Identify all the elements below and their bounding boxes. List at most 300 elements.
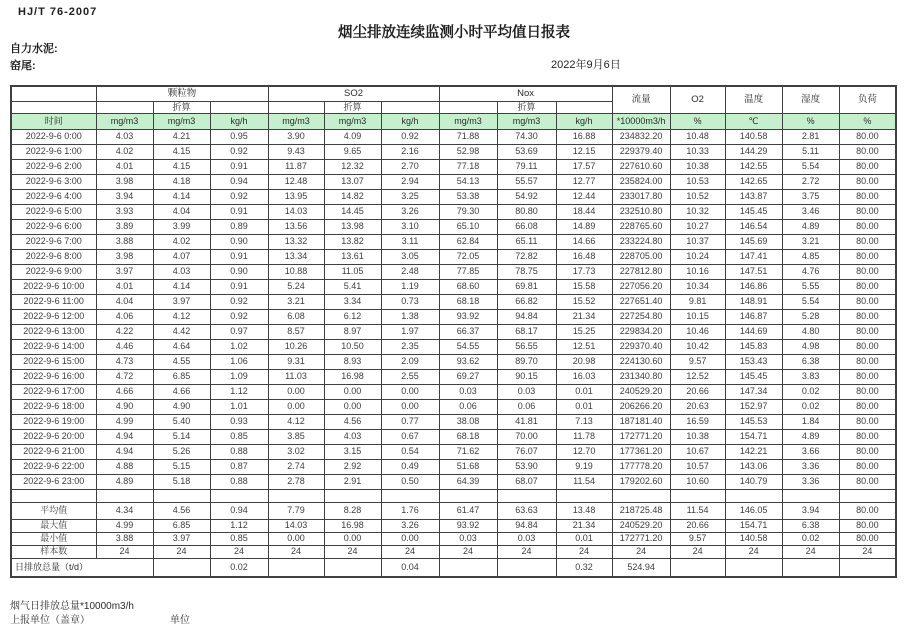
value-cell: 4.02	[96, 144, 153, 159]
value-cell: 229370.40	[612, 339, 670, 354]
value-cell: 71.88	[439, 129, 497, 144]
value-cell: 0.93	[210, 414, 268, 429]
value-cell: 80.00	[839, 279, 896, 294]
value-cell: 140.58	[725, 532, 782, 545]
value-cell: 5.40	[153, 414, 210, 429]
value-cell: 93.62	[439, 354, 497, 369]
time-cell: 2022-9-6 16:00	[11, 369, 96, 384]
value-cell: 4.99	[96, 414, 153, 429]
value-cell: 24	[612, 545, 670, 558]
time-cell: 2022-9-6 23:00	[11, 474, 96, 489]
value-cell: 11.54	[556, 474, 612, 489]
value-cell: 80.00	[839, 519, 896, 532]
summary-label: 最小值	[11, 532, 96, 545]
value-cell: 206266.20	[612, 399, 670, 414]
time-cell: 2022-9-6 8:00	[11, 249, 96, 264]
value-cell: 11.05	[324, 264, 381, 279]
value-cell: 240529.20	[612, 519, 670, 532]
value-cell	[324, 558, 381, 577]
value-cell: 20.63	[670, 399, 725, 414]
time-header-spacer	[11, 86, 96, 101]
value-cell: 80.00	[839, 324, 896, 339]
value-cell: 229834.20	[612, 324, 670, 339]
summary-row	[11, 502, 896, 519]
value-cell: 65.11	[497, 234, 556, 249]
value-cell: 13.56	[268, 219, 324, 234]
value-cell: 0.02	[782, 399, 839, 414]
empty-cell	[96, 489, 153, 502]
value-cell: 10.33	[670, 144, 725, 159]
converted-header: 折算	[153, 101, 210, 113]
value-cell: 0.00	[324, 399, 381, 414]
value-cell: 8.97	[324, 324, 381, 339]
value-cell: 0.50	[381, 474, 439, 489]
value-cell: 54.13	[439, 174, 497, 189]
time-cell: 2022-9-6 15:00	[11, 354, 96, 369]
value-cell: 4.03	[324, 429, 381, 444]
value-cell: 77.85	[439, 264, 497, 279]
value-cell: 13.07	[324, 174, 381, 189]
empty-cell	[782, 489, 839, 502]
value-cell: 68.60	[439, 279, 497, 294]
value-cell: 0.00	[381, 532, 439, 545]
value-cell: 4.90	[153, 399, 210, 414]
value-cell: 0.97	[210, 324, 268, 339]
unit-header: kg/h	[381, 113, 439, 129]
empty-cell	[210, 489, 268, 502]
value-cell: 0.01	[556, 532, 612, 545]
value-cell: 4.12	[268, 414, 324, 429]
time-cell: 2022-9-6 0:00	[11, 129, 96, 144]
cell	[210, 101, 268, 113]
value-cell: 10.16	[670, 264, 725, 279]
value-cell: 231340.80	[612, 369, 670, 384]
value-cell: 4.89	[782, 429, 839, 444]
value-cell: 80.00	[839, 369, 896, 384]
standard-code: HJ/T 76-2007	[18, 6, 98, 18]
value-cell: 3.15	[324, 444, 381, 459]
value-cell: 10.57	[670, 459, 725, 474]
header-units-row	[11, 113, 896, 129]
value-cell: 4.14	[153, 189, 210, 204]
value-cell: 142.65	[725, 174, 782, 189]
value-cell: 2.72	[782, 174, 839, 189]
value-cell: 5.14	[153, 429, 210, 444]
value-cell: 24	[497, 545, 556, 558]
value-cell: 64.39	[439, 474, 497, 489]
data-row	[11, 294, 896, 309]
unit-header: mg/m3	[439, 113, 497, 129]
value-cell	[153, 558, 210, 577]
cell	[556, 101, 612, 113]
value-cell: 145.45	[725, 369, 782, 384]
value-cell: 4.09	[324, 129, 381, 144]
empty-cell	[11, 489, 96, 502]
value-cell: 4.12	[153, 309, 210, 324]
value-cell: 153.43	[725, 354, 782, 369]
value-cell: 66.37	[439, 324, 497, 339]
value-cell: 4.07	[153, 249, 210, 264]
value-cell: 11.54	[670, 502, 725, 519]
value-cell: 24	[439, 545, 497, 558]
value-cell: 0.02	[210, 558, 268, 577]
time-cell: 2022-9-6 17:00	[11, 384, 96, 399]
page-title: 烟尘排放连续监测小时平均值日报表	[338, 25, 570, 41]
data-row	[11, 249, 896, 264]
value-cell: 0.00	[324, 532, 381, 545]
value-cell: 5.28	[782, 309, 839, 324]
unit-header: %	[839, 113, 896, 129]
time-header-spacer	[11, 101, 96, 113]
value-cell: 0.77	[381, 414, 439, 429]
data-row	[11, 189, 896, 204]
value-cell: 3.36	[782, 459, 839, 474]
cell	[381, 101, 439, 113]
column-header: 流量	[612, 86, 670, 113]
value-cell: 5.41	[324, 279, 381, 294]
value-cell: 240529.20	[612, 384, 670, 399]
data-row	[11, 174, 896, 189]
value-cell: 177778.20	[612, 459, 670, 474]
value-cell: 4.85	[782, 249, 839, 264]
data-row	[11, 474, 896, 489]
value-cell: 145.45	[725, 204, 782, 219]
value-cell: 3.89	[96, 219, 153, 234]
value-cell: 80.00	[839, 354, 896, 369]
value-cell: 4.56	[324, 414, 381, 429]
value-cell: 0.03	[439, 532, 497, 545]
value-cell: 4.01	[96, 279, 153, 294]
value-cell: 4.06	[96, 309, 153, 324]
value-cell: 172771.20	[612, 532, 670, 545]
unit-header: mg/m3	[268, 113, 324, 129]
value-cell: 79.11	[497, 159, 556, 174]
value-cell: 3.36	[782, 474, 839, 489]
column-header: 负荷	[839, 86, 896, 113]
empty-cell	[839, 489, 896, 502]
value-cell: 10.88	[268, 264, 324, 279]
value-cell: 0.91	[210, 204, 268, 219]
time-cell: 2022-9-6 21:00	[11, 444, 96, 459]
value-cell: 3.66	[782, 444, 839, 459]
daily-total-row	[11, 558, 896, 577]
value-cell: 41.81	[497, 414, 556, 429]
value-cell: 3.26	[381, 519, 439, 532]
value-cell: 63.63	[497, 502, 556, 519]
value-cell: 9.57	[670, 354, 725, 369]
value-cell: 80.00	[839, 204, 896, 219]
value-cell: 4.55	[153, 354, 210, 369]
empty-cell	[497, 489, 556, 502]
value-cell: 9.31	[268, 354, 324, 369]
data-row	[11, 384, 896, 399]
value-cell: 78.75	[497, 264, 556, 279]
value-cell: 2.55	[381, 369, 439, 384]
value-cell: 5.26	[153, 444, 210, 459]
value-cell: 80.00	[839, 384, 896, 399]
value-cell: 20.98	[556, 354, 612, 369]
value-cell: 12.51	[556, 339, 612, 354]
value-cell: 8.28	[324, 502, 381, 519]
value-cell: 4.01	[96, 159, 153, 174]
value-cell: 0.92	[210, 294, 268, 309]
value-cell: 146.86	[725, 279, 782, 294]
time-cell: 2022-9-6 1:00	[11, 144, 96, 159]
value-cell: 3.97	[153, 532, 210, 545]
value-cell: 90.15	[497, 369, 556, 384]
value-cell: 3.88	[96, 532, 153, 545]
value-cell: 3.88	[96, 234, 153, 249]
value-cell: 80.00	[839, 309, 896, 324]
value-cell: 5.24	[268, 279, 324, 294]
value-cell: 227812.80	[612, 264, 670, 279]
value-cell: 9.57	[670, 532, 725, 545]
value-cell: 80.00	[839, 399, 896, 414]
value-cell: 4.56	[153, 502, 210, 519]
empty-cell	[670, 489, 725, 502]
value-cell: 0.94	[210, 502, 268, 519]
value-cell: 3.85	[268, 429, 324, 444]
value-cell: 80.00	[839, 294, 896, 309]
value-cell: 3.99	[153, 219, 210, 234]
value-cell: 4.90	[96, 399, 153, 414]
value-cell: 0.88	[210, 444, 268, 459]
value-cell: 3.98	[96, 174, 153, 189]
unit-header: mg/m3	[153, 113, 210, 129]
value-cell: 24	[268, 545, 324, 558]
value-cell: 145.83	[725, 339, 782, 354]
value-cell: 146.54	[725, 219, 782, 234]
value-cell: 3.26	[381, 204, 439, 219]
value-cell: 52.98	[439, 144, 497, 159]
report-table	[10, 85, 897, 578]
value-cell: 7.13	[556, 414, 612, 429]
value-cell: 72.05	[439, 249, 497, 264]
value-cell: 4.03	[153, 264, 210, 279]
value-cell: 5.55	[782, 279, 839, 294]
value-cell: 24	[839, 545, 896, 558]
value-cell: 0.03	[497, 532, 556, 545]
value-cell: 14.03	[268, 519, 324, 532]
value-cell: 0.00	[268, 532, 324, 545]
value-cell: 24	[782, 545, 839, 558]
value-cell: 10.37	[670, 234, 725, 249]
value-cell: 228705.00	[612, 249, 670, 264]
value-cell: 6.38	[782, 354, 839, 369]
time-cell: 2022-9-6 2:00	[11, 159, 96, 174]
value-cell: 1.12	[210, 519, 268, 532]
data-row	[11, 414, 896, 429]
value-cell: 154.71	[725, 519, 782, 532]
time-cell: 2022-9-6 11:00	[11, 294, 96, 309]
value-cell: 3.34	[324, 294, 381, 309]
data-row	[11, 444, 896, 459]
value-cell: 154.71	[725, 429, 782, 444]
value-cell: 0.04	[381, 558, 439, 577]
value-cell: 80.00	[839, 414, 896, 429]
value-cell: 0.91	[210, 159, 268, 174]
value-cell: 13.32	[268, 234, 324, 249]
data-row	[11, 219, 896, 234]
value-cell: 148.91	[725, 294, 782, 309]
time-cell: 2022-9-6 10:00	[11, 279, 96, 294]
value-cell: 0.87	[210, 459, 268, 474]
value-cell: 53.90	[497, 459, 556, 474]
value-cell: 89.70	[497, 354, 556, 369]
value-cell: 0.90	[210, 234, 268, 249]
value-cell: 4.02	[153, 234, 210, 249]
value-cell: 2.74	[268, 459, 324, 474]
value-cell: 68.18	[439, 429, 497, 444]
value-cell: 14.82	[324, 189, 381, 204]
value-cell: 80.00	[839, 429, 896, 444]
value-cell: 24	[210, 545, 268, 558]
value-cell: 3.21	[268, 294, 324, 309]
value-cell: 147.41	[725, 249, 782, 264]
value-cell: 13.82	[324, 234, 381, 249]
value-cell: 4.15	[153, 144, 210, 159]
value-cell: 4.14	[153, 279, 210, 294]
value-cell: 4.66	[153, 384, 210, 399]
value-cell: 145.69	[725, 234, 782, 249]
value-cell: 53.69	[497, 144, 556, 159]
value-cell: 5.54	[782, 294, 839, 309]
value-cell: 0.91	[210, 279, 268, 294]
value-cell: 4.94	[96, 429, 153, 444]
value-cell: 61.47	[439, 502, 497, 519]
data-row	[11, 159, 896, 174]
value-cell: 4.15	[153, 159, 210, 174]
value-cell: 4.04	[153, 204, 210, 219]
value-cell: 51.68	[439, 459, 497, 474]
value-cell: 14.66	[556, 234, 612, 249]
value-cell: 1.76	[381, 502, 439, 519]
column-header: 湿度	[782, 86, 839, 113]
value-cell: 232510.80	[612, 204, 670, 219]
value-cell: 234832.20	[612, 129, 670, 144]
data-row	[11, 459, 896, 474]
value-cell: 0.89	[210, 219, 268, 234]
value-cell: 145.53	[725, 414, 782, 429]
value-cell: 144.29	[725, 144, 782, 159]
flue-total-label: 烟气日排放总量*10000m3/h	[10, 601, 134, 612]
value-cell: 2.16	[381, 144, 439, 159]
value-cell: 24	[556, 545, 612, 558]
value-cell: 6.12	[324, 309, 381, 324]
value-cell: 0.02	[782, 384, 839, 399]
value-cell: 11.78	[556, 429, 612, 444]
unit-header: kg/h	[556, 113, 612, 129]
value-cell: 10.26	[268, 339, 324, 354]
value-cell: 72.82	[497, 249, 556, 264]
value-cell: 1.97	[381, 324, 439, 339]
value-cell: 3.46	[782, 204, 839, 219]
value-cell: 227056.20	[612, 279, 670, 294]
value-cell: 3.25	[381, 189, 439, 204]
value-cell: 4.18	[153, 174, 210, 189]
value-cell: 80.00	[839, 174, 896, 189]
value-cell: 4.03	[96, 129, 153, 144]
value-cell: 17.73	[556, 264, 612, 279]
value-cell	[725, 558, 782, 577]
summary-row	[11, 519, 896, 532]
data-row	[11, 204, 896, 219]
value-cell: 0.95	[210, 129, 268, 144]
value-cell: 143.87	[725, 189, 782, 204]
value-cell: 11.03	[268, 369, 324, 384]
value-cell: 3.83	[782, 369, 839, 384]
value-cell: 0.85	[210, 532, 268, 545]
value-cell: 9.65	[324, 144, 381, 159]
value-cell: 4.21	[153, 129, 210, 144]
value-cell: 12.77	[556, 174, 612, 189]
value-cell: 2.70	[381, 159, 439, 174]
empty-cell	[153, 489, 210, 502]
value-cell: 3.94	[96, 189, 153, 204]
value-cell: 10.38	[670, 159, 725, 174]
unit-label: 单位	[170, 615, 190, 626]
value-cell: 80.00	[839, 219, 896, 234]
data-row	[11, 339, 896, 354]
value-cell: 80.00	[839, 189, 896, 204]
time-cell: 2022-9-6 9:00	[11, 264, 96, 279]
value-cell: 10.67	[670, 444, 725, 459]
value-cell: 2.78	[268, 474, 324, 489]
value-cell: 0.85	[210, 429, 268, 444]
value-cell: 1.06	[210, 354, 268, 369]
value-cell: 10.34	[670, 279, 725, 294]
value-cell: 3.10	[381, 219, 439, 234]
unit-header: mg/m3	[96, 113, 153, 129]
value-cell: 0.94	[210, 174, 268, 189]
value-cell: 10.52	[670, 189, 725, 204]
cell	[439, 101, 497, 113]
value-cell: 10.27	[670, 219, 725, 234]
time-cell: 2022-9-6 19:00	[11, 414, 96, 429]
summary-row	[11, 545, 896, 558]
value-cell: 53.38	[439, 189, 497, 204]
value-cell: 10.60	[670, 474, 725, 489]
group-header: Nox	[439, 86, 612, 101]
unit-header: mg/m3	[324, 113, 381, 129]
value-cell: 218725.48	[612, 502, 670, 519]
group-header: 颗粒物	[96, 86, 268, 101]
value-cell: 13.61	[324, 249, 381, 264]
value-cell: 143.06	[725, 459, 782, 474]
value-cell: 235824.00	[612, 174, 670, 189]
data-row	[11, 309, 896, 324]
value-cell: 71.62	[439, 444, 497, 459]
value-cell: 0.92	[210, 144, 268, 159]
value-cell: 0.49	[381, 459, 439, 474]
value-cell: 80.00	[839, 129, 896, 144]
value-cell: 0.01	[556, 399, 612, 414]
value-cell: 54.55	[439, 339, 497, 354]
value-cell: 80.00	[839, 459, 896, 474]
value-cell: 9.81	[670, 294, 725, 309]
value-cell	[782, 558, 839, 577]
value-cell: 3.97	[153, 294, 210, 309]
value-cell: 20.66	[670, 519, 725, 532]
value-cell: 80.00	[839, 339, 896, 354]
value-cell: 2.94	[381, 174, 439, 189]
value-cell: 21.34	[556, 309, 612, 324]
value-cell: 1.01	[210, 399, 268, 414]
time-cell: 2022-9-6 12:00	[11, 309, 96, 324]
converted-header: 折算	[324, 101, 381, 113]
value-cell: 12.15	[556, 144, 612, 159]
unit-header: kg/h	[210, 113, 268, 129]
